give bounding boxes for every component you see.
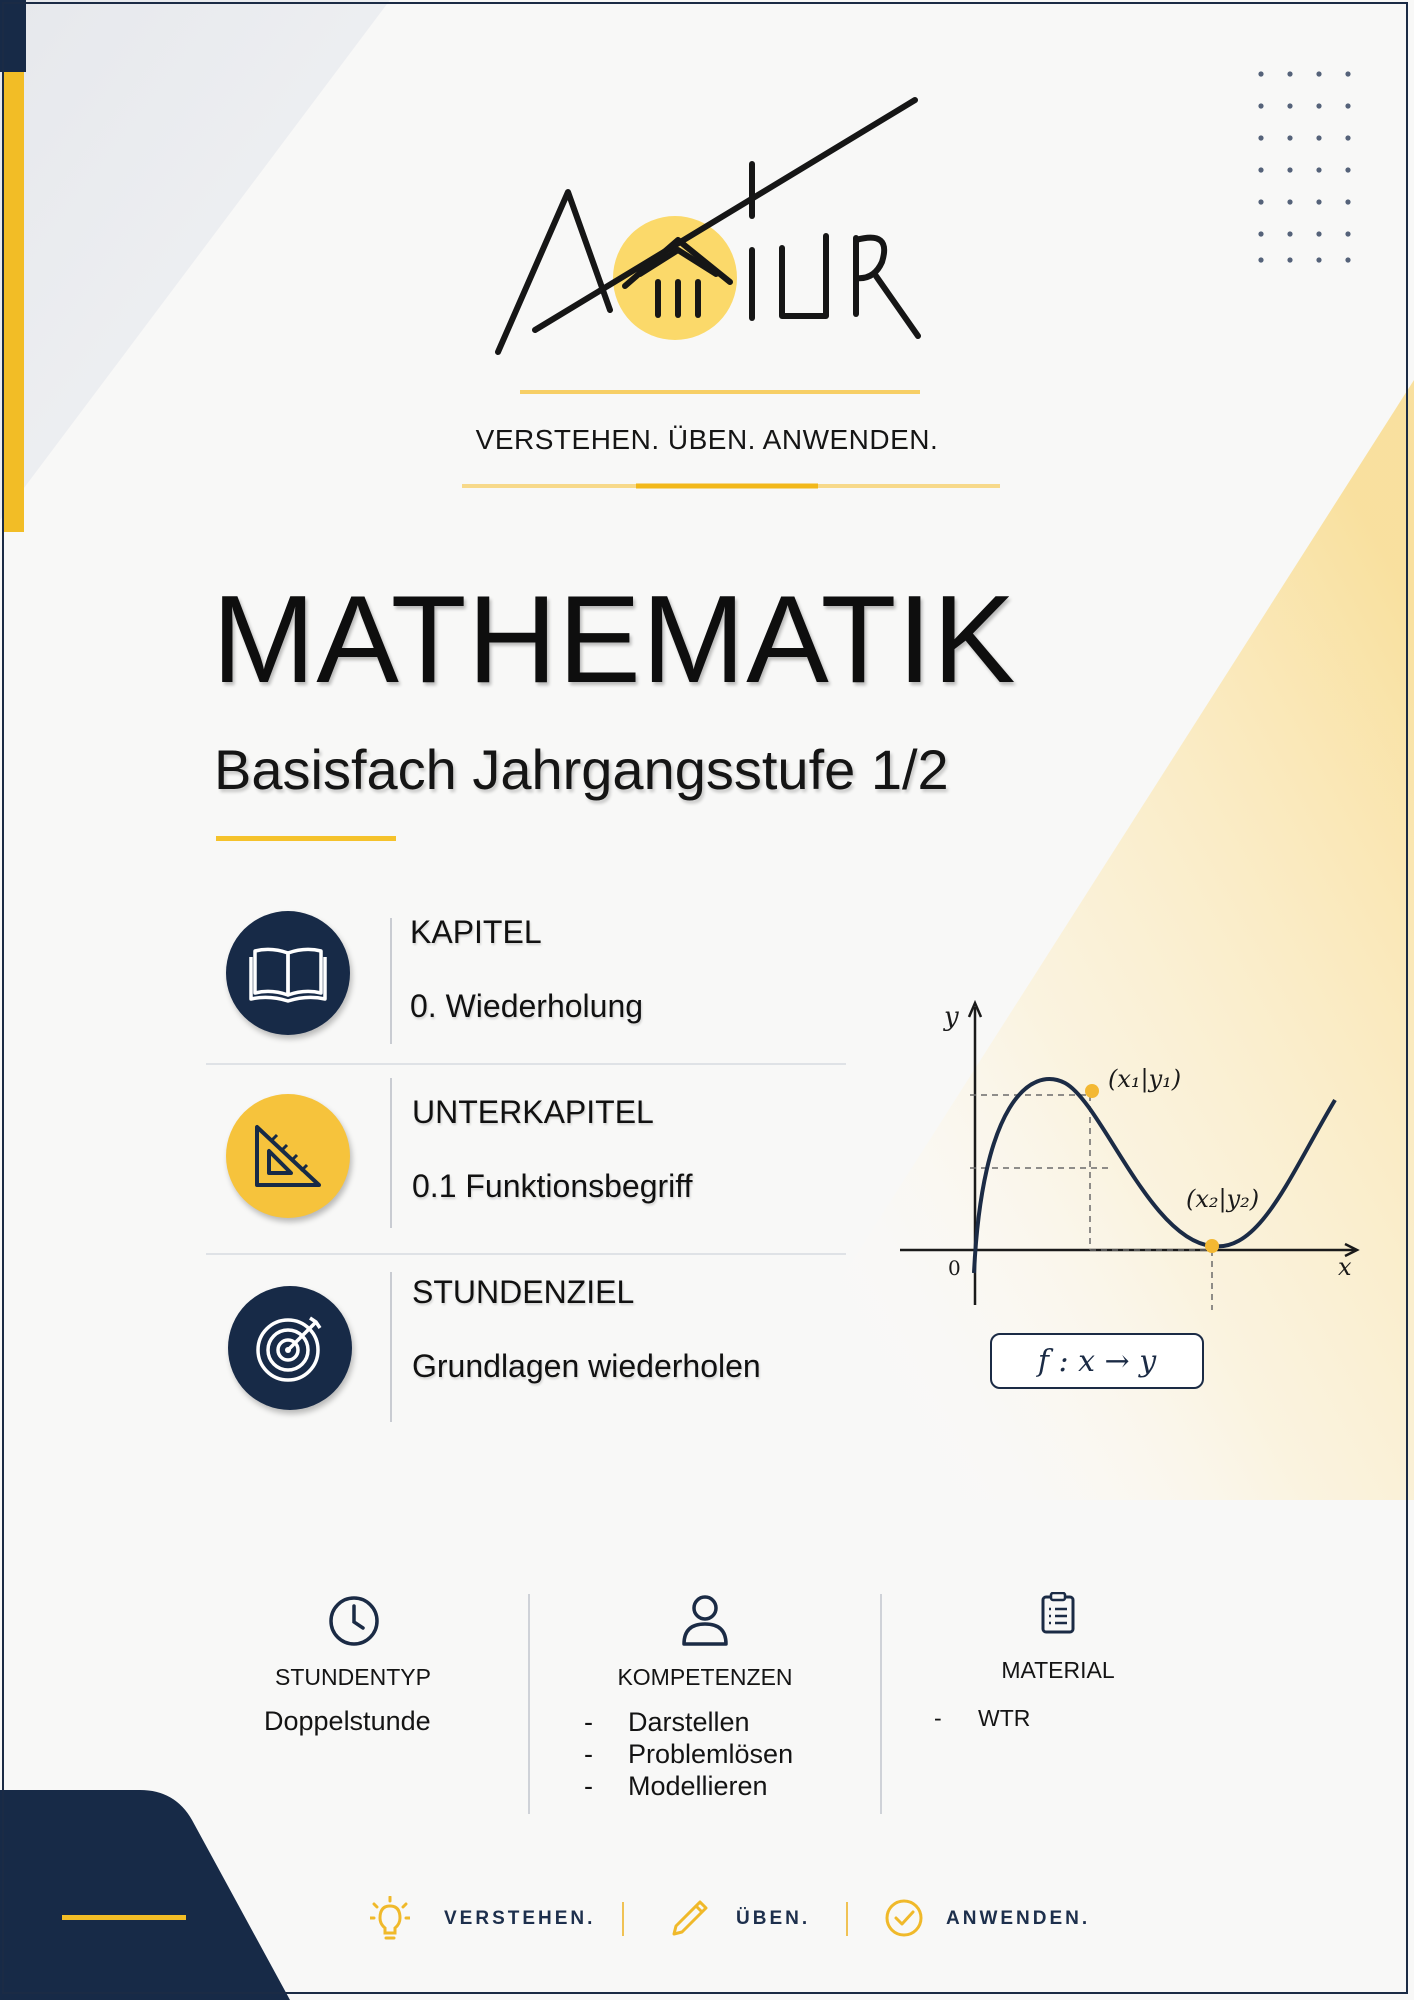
divider bbox=[528, 1594, 530, 1814]
stundenziel-label: STUNDENZIEL bbox=[412, 1274, 635, 1310]
clock-icon bbox=[327, 1594, 381, 1648]
divider bbox=[206, 1253, 846, 1255]
unterkapitel-value: 0.1 Funktionsbegriff bbox=[412, 1168, 693, 1204]
formula-box: f : x → y bbox=[990, 1333, 1204, 1389]
divider bbox=[622, 1902, 624, 1936]
check-circle-icon bbox=[884, 1898, 924, 1938]
origin-label: 0 bbox=[948, 1256, 961, 1280]
material-list bbox=[934, 1702, 1030, 1734]
divider bbox=[206, 1063, 846, 1065]
list-item: - Problemlösen bbox=[584, 1739, 794, 1769]
footer-accent-line bbox=[62, 1915, 186, 1920]
point2-label: (x₂|y₂) bbox=[1186, 1185, 1260, 1213]
user-icon bbox=[680, 1592, 730, 1648]
point1-label: (x₁|y₁) bbox=[1108, 1065, 1182, 1093]
stundentyp-heading: STUNDENTYP bbox=[275, 1664, 431, 1690]
set-square-icon bbox=[226, 1094, 350, 1218]
tagline: VERSTEHEN. ÜBEN. ANWENDEN. bbox=[475, 424, 939, 455]
kapitel-value: 0. Wiederholung bbox=[410, 988, 644, 1024]
page-title: MATHEMATIK bbox=[212, 571, 1017, 709]
divider bbox=[390, 1272, 392, 1422]
clipboard-icon bbox=[1040, 1592, 1076, 1634]
title-underline bbox=[216, 836, 396, 841]
lightbulb-icon bbox=[370, 1896, 410, 1942]
kompetenzen-list bbox=[584, 1706, 793, 1802]
list-item: - Modellieren bbox=[584, 1771, 768, 1801]
divider bbox=[880, 1594, 882, 1814]
x-axis-label: x bbox=[1338, 1253, 1352, 1281]
amkur-logo bbox=[480, 90, 980, 370]
stundenziel-value: Grundlagen wiederholen bbox=[412, 1348, 761, 1384]
divider bbox=[390, 918, 392, 1044]
page-subtitle: Basisfach Jahrgangsstufe 1/2 bbox=[214, 738, 949, 801]
list-item: - WTR bbox=[934, 1705, 1031, 1731]
material-heading: MATERIAL bbox=[1001, 1657, 1115, 1683]
pencil-icon bbox=[668, 1896, 712, 1940]
target-icon bbox=[228, 1286, 352, 1410]
stundentyp-value: Doppelstunde bbox=[264, 1706, 431, 1736]
y-axis-label: y bbox=[944, 1002, 959, 1032]
divider bbox=[846, 1902, 848, 1936]
book-icon bbox=[226, 911, 350, 1035]
kompetenzen-heading: KOMPETENZEN bbox=[617, 1664, 793, 1690]
list-item: - Darstellen bbox=[584, 1707, 750, 1737]
unterkapitel-label: UNTERKAPITEL bbox=[412, 1094, 654, 1130]
footer-item-anwenden: ANWENDEN. bbox=[946, 1908, 1091, 1929]
kapitel-label: KAPITEL bbox=[410, 914, 542, 950]
footer-item-verstehen: VERSTEHEN. bbox=[444, 1908, 596, 1929]
divider bbox=[390, 1078, 392, 1228]
footer-item-ueben: ÜBEN. bbox=[736, 1908, 811, 1929]
